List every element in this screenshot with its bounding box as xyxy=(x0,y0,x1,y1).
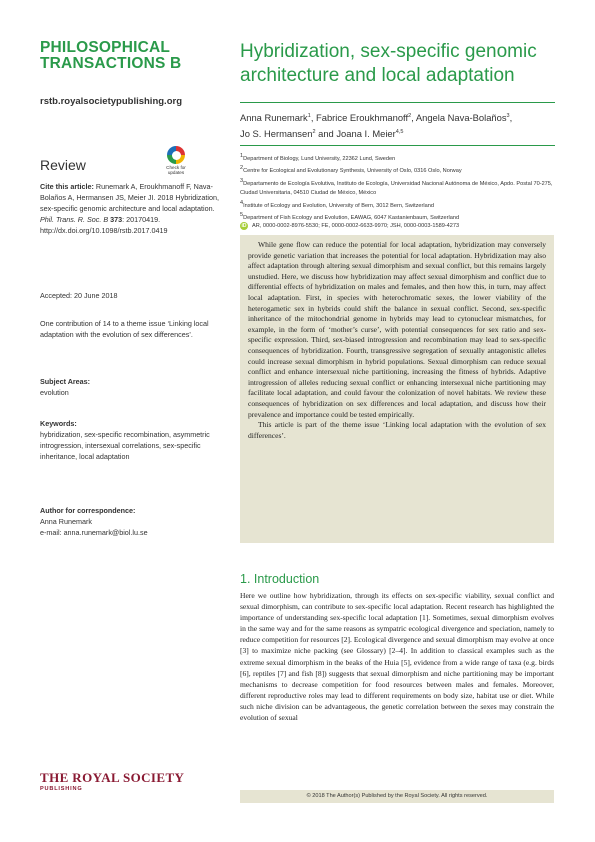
abstract-panel xyxy=(240,235,554,543)
affiliation: $^5$Department of Fish Ecology and Evolution, EAWAG, 6047 Kastanienbaum, Switzerland xyxy=(240,212,460,222)
abstract-theme-note: This article is part of the theme issue ‘Linking local adaptation with the evolution of sex differences’. xyxy=(248,420,546,440)
affiliation: $^1$Department of Biology, Lund University, 22362 Lund, Sweden xyxy=(240,153,396,162)
subject-label: Subject Areas: xyxy=(40,377,91,386)
citation-doi[interactable]: : 20170419. http://dx.doi.org/10.1098/rstb.2017.0419 xyxy=(40,215,168,235)
crossmark-icon xyxy=(167,146,185,164)
journal-url[interactable]: rstb.royalsocietypublishing.org xyxy=(40,96,182,107)
subject-areas xyxy=(40,376,220,398)
authors-rule xyxy=(240,145,555,146)
citation-volume: 373 xyxy=(110,215,123,224)
check-updates-label: Check for updates xyxy=(166,165,186,175)
keywords-value: hybridization, sex-specific recombination, asymmetric introgression, intersexual correlations, sex-specific inheritance, local adaptation xyxy=(40,430,210,461)
author: Fabrice Eroukhmanoff$^2$ xyxy=(316,112,412,124)
correspondence xyxy=(40,505,220,538)
author-list: Anna Runemark$^1$, Fabrice Eroukhmanoff$^2$, Angela Nava-Bolaños$^3$, Jo S. Hermansen$^2$ and Joana I. Meier$^{4,5}$ xyxy=(240,112,513,140)
orcid-ids[interactable]: AR, 0000-0002-8976-5530; FE, 0000-0002-6633-9970; JSH, 0000-0003-1589-4273 xyxy=(252,223,460,229)
keywords-label: Keywords: xyxy=(40,419,77,428)
citation-label: Cite this article: xyxy=(40,182,94,191)
citation-text: Runemark A, Eroukhmanoff F, Nava-Bolaños A, Hermansen JS, Meier JI. 2018 Hybridization, sex-specific genomic architecture and local adaptation. xyxy=(40,182,219,213)
affiliations xyxy=(240,152,558,224)
title-rule xyxy=(240,102,555,103)
abstract-text: While gene flow can reduce the potential for local adaptation, hybridization may conversely provide genetic variation that increases the potential for local adaptation. Hybridization may also affect adaptation through altering sexual dimorphism and sexual conflict, but this remains largely unstudied. Here, we discuss how hybridization may affect sexual dimorphism and conflict due to differential effects of hybridization on males and females, and then how this, in turn, may affect local adaptation. First, in species with heterochromatic sexes, the lower viability of the heterogametic sex in hybrids could shift the balance in sexual conflict. Second, sex-specific inheritance of the mitochondrial genome in hybrids may lead to cytonuclear mismatches, for example, in the form of ‘mother’s curse’, with potential consequences for sex ratio and sex-specific expression. Third, sex-biased introgression and recombination may lead to sex-specific consequences of hybridization. Fourth, transgressive segregation of sexually antagonistic alleles could increase sexual dimorphism in hybrid populations. Sexual dimorphism can reduce sexual conflict and enhance intersexual niche partitioning, increasing the fitness of hybrids. Adaptive introgression of alleles reducing sexual conflict or enhancing intersexual niche partitioning may facilitate local adaptation, and could favour the colonization of novel habitats. We review these consequences of hybridization on sex differences and local adaptation, and discuss how their prevalence and importance could be tested empirically. xyxy=(248,240,546,419)
section-heading: 1. Introduction xyxy=(240,572,320,586)
citation-journal: Phil. Trans. R. Soc. B xyxy=(40,215,109,224)
check-for-updates-button[interactable] xyxy=(160,146,192,175)
correspondence-label: Author for correspondence: xyxy=(40,506,136,515)
journal-name-line2: TRANSACTIONS B xyxy=(40,55,182,72)
correspondence-email[interactable]: e-mail: anna.runemark@biol.lu.se xyxy=(40,528,148,537)
theme-issue-note: One contribution of 14 to a theme issue ‘Linking local adaptation with the evolution of sex differences’. xyxy=(40,319,209,339)
affiliation: $^2$Centre for Ecological and Evolutionary Synthesis, University of Oslo, 0316 Oslo, Norway xyxy=(240,165,462,175)
subject-value: evolution xyxy=(40,388,69,397)
author: Jo S. Hermansen$^2$ xyxy=(240,128,316,140)
author: Angela Nava-Bolaños$^3$ xyxy=(415,112,510,124)
keywords xyxy=(40,418,220,462)
affiliation: $^3$Departamento de Ecología Evolutiva, Instituto de Ecología, Universidad Nacional Autónoma de México, Apdo. Postal 70-275, Ciudad Universitaria, 04510 Ciudad de México, México xyxy=(240,177,553,197)
article-title: Hybridization, sex-specific genomic architecture and local adaptation xyxy=(240,41,537,86)
publisher-subname: PUBLISHING xyxy=(40,786,83,792)
intro-paragraph: Here we outline how hybridization, through its effects on sex-specific viability, sexual conflict and sexual dimorphism, can contribute to sex-specific local adaptation. Recent research has highlighted the importance of understanding sex-specific local adaptation [1]. Sometimes, sexual dimorphism evolves in the same way and for the same reasons as sympatric ecological divergence and speciation, namely to reduce competition for resources [2]. Ecological divergence and sexual dimorphism may evolve at once [3] to maximize niche packing (see Glossary) [2–4]. In addition to classical examples such as the extreme sexual dimorphism in the beaks of the Huia [5], evidence from a wide range of taxa (e.g. birds [6], reptiles [7] and fish [8]) suggests that sexual dimorphism and niche partitioning may be important mechanisms to decrease competition for food resources between males and females. Moreover, different reproductive roles may lead to different requirements on body size, habitat use or diet. While such niche division can be advantageous, the genetic correlation between the sexes may constrain the evolution of sexual xyxy=(240,591,554,723)
affiliation: $^4$Institute of Ecology and Evolution, University of Bern, 3012 Bern, Switzerland xyxy=(240,199,434,209)
copyright-notice: © 2018 The Author(s) Published by the Royal Society. All rights reserved. xyxy=(240,790,554,803)
journal-name xyxy=(40,40,220,72)
orcid-icon: iD xyxy=(241,223,247,229)
publisher-name: THE ROYAL SOCIETY xyxy=(40,770,185,785)
citation-block xyxy=(40,181,220,236)
article-type: Review xyxy=(40,157,86,173)
orcid-line xyxy=(240,222,558,230)
accepted-date: Accepted: 20 June 2018 xyxy=(40,291,118,300)
correspondence-name: Anna Runemark xyxy=(40,517,92,526)
author: Anna Runemark$^1$ xyxy=(240,112,311,124)
journal-name-line1: PHILOSOPHICAL xyxy=(40,39,171,56)
author: Joana I. Meier$^{4,5}$ xyxy=(336,128,404,140)
royal-society-logo xyxy=(40,770,184,792)
